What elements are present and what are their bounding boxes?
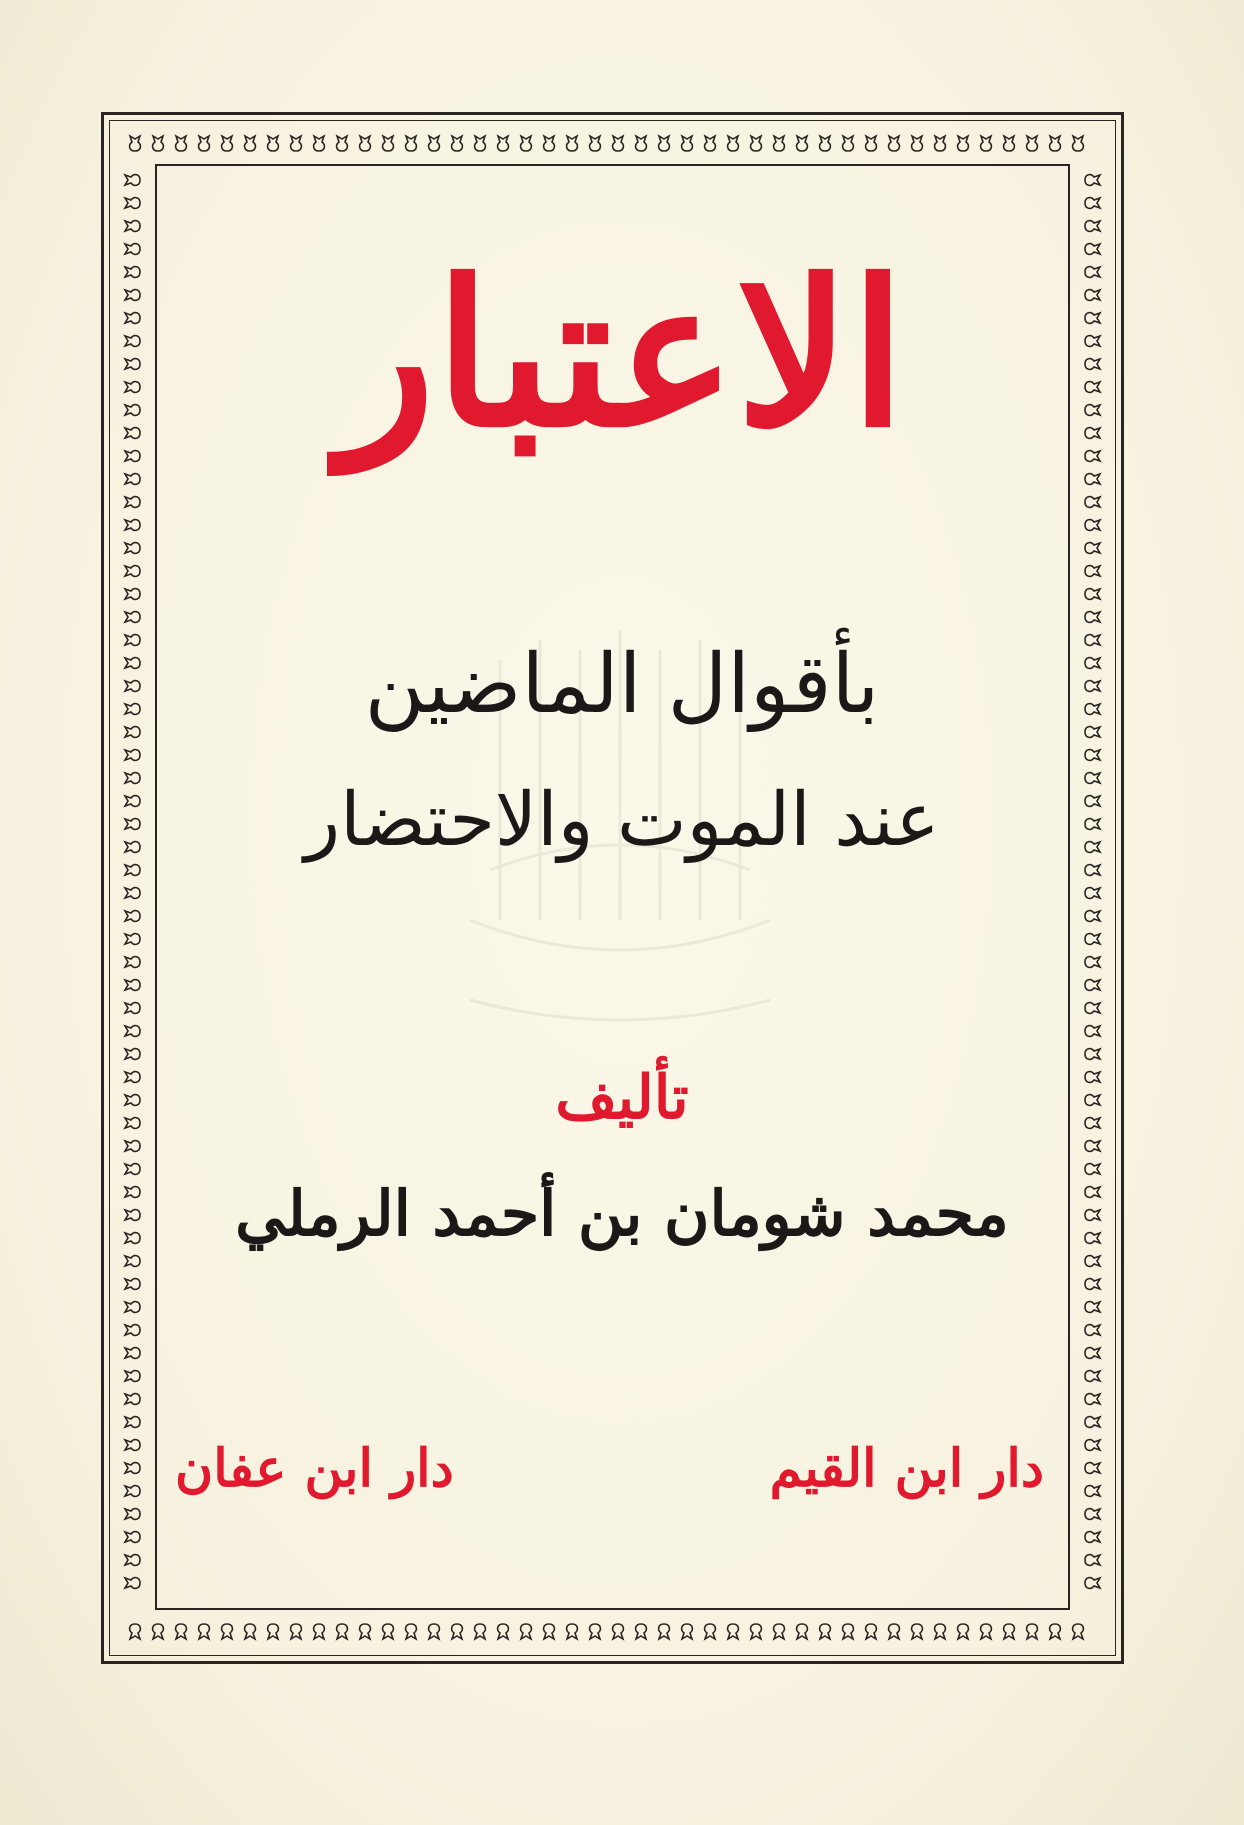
- publisher-right: دار ابن القيم: [769, 1438, 1044, 1499]
- publisher-left: دار ابن عفان: [175, 1438, 454, 1499]
- book-subtitle-line-1: بأقوال الماضين: [364, 637, 880, 732]
- book-subtitle-line-2: عند الموت والاحتضار: [304, 777, 940, 863]
- author-name: محمد شومان بن أحمد الرملي: [235, 1177, 1009, 1250]
- author-label: تأليف: [555, 1063, 689, 1133]
- book-title: الاعتبار: [338, 237, 906, 472]
